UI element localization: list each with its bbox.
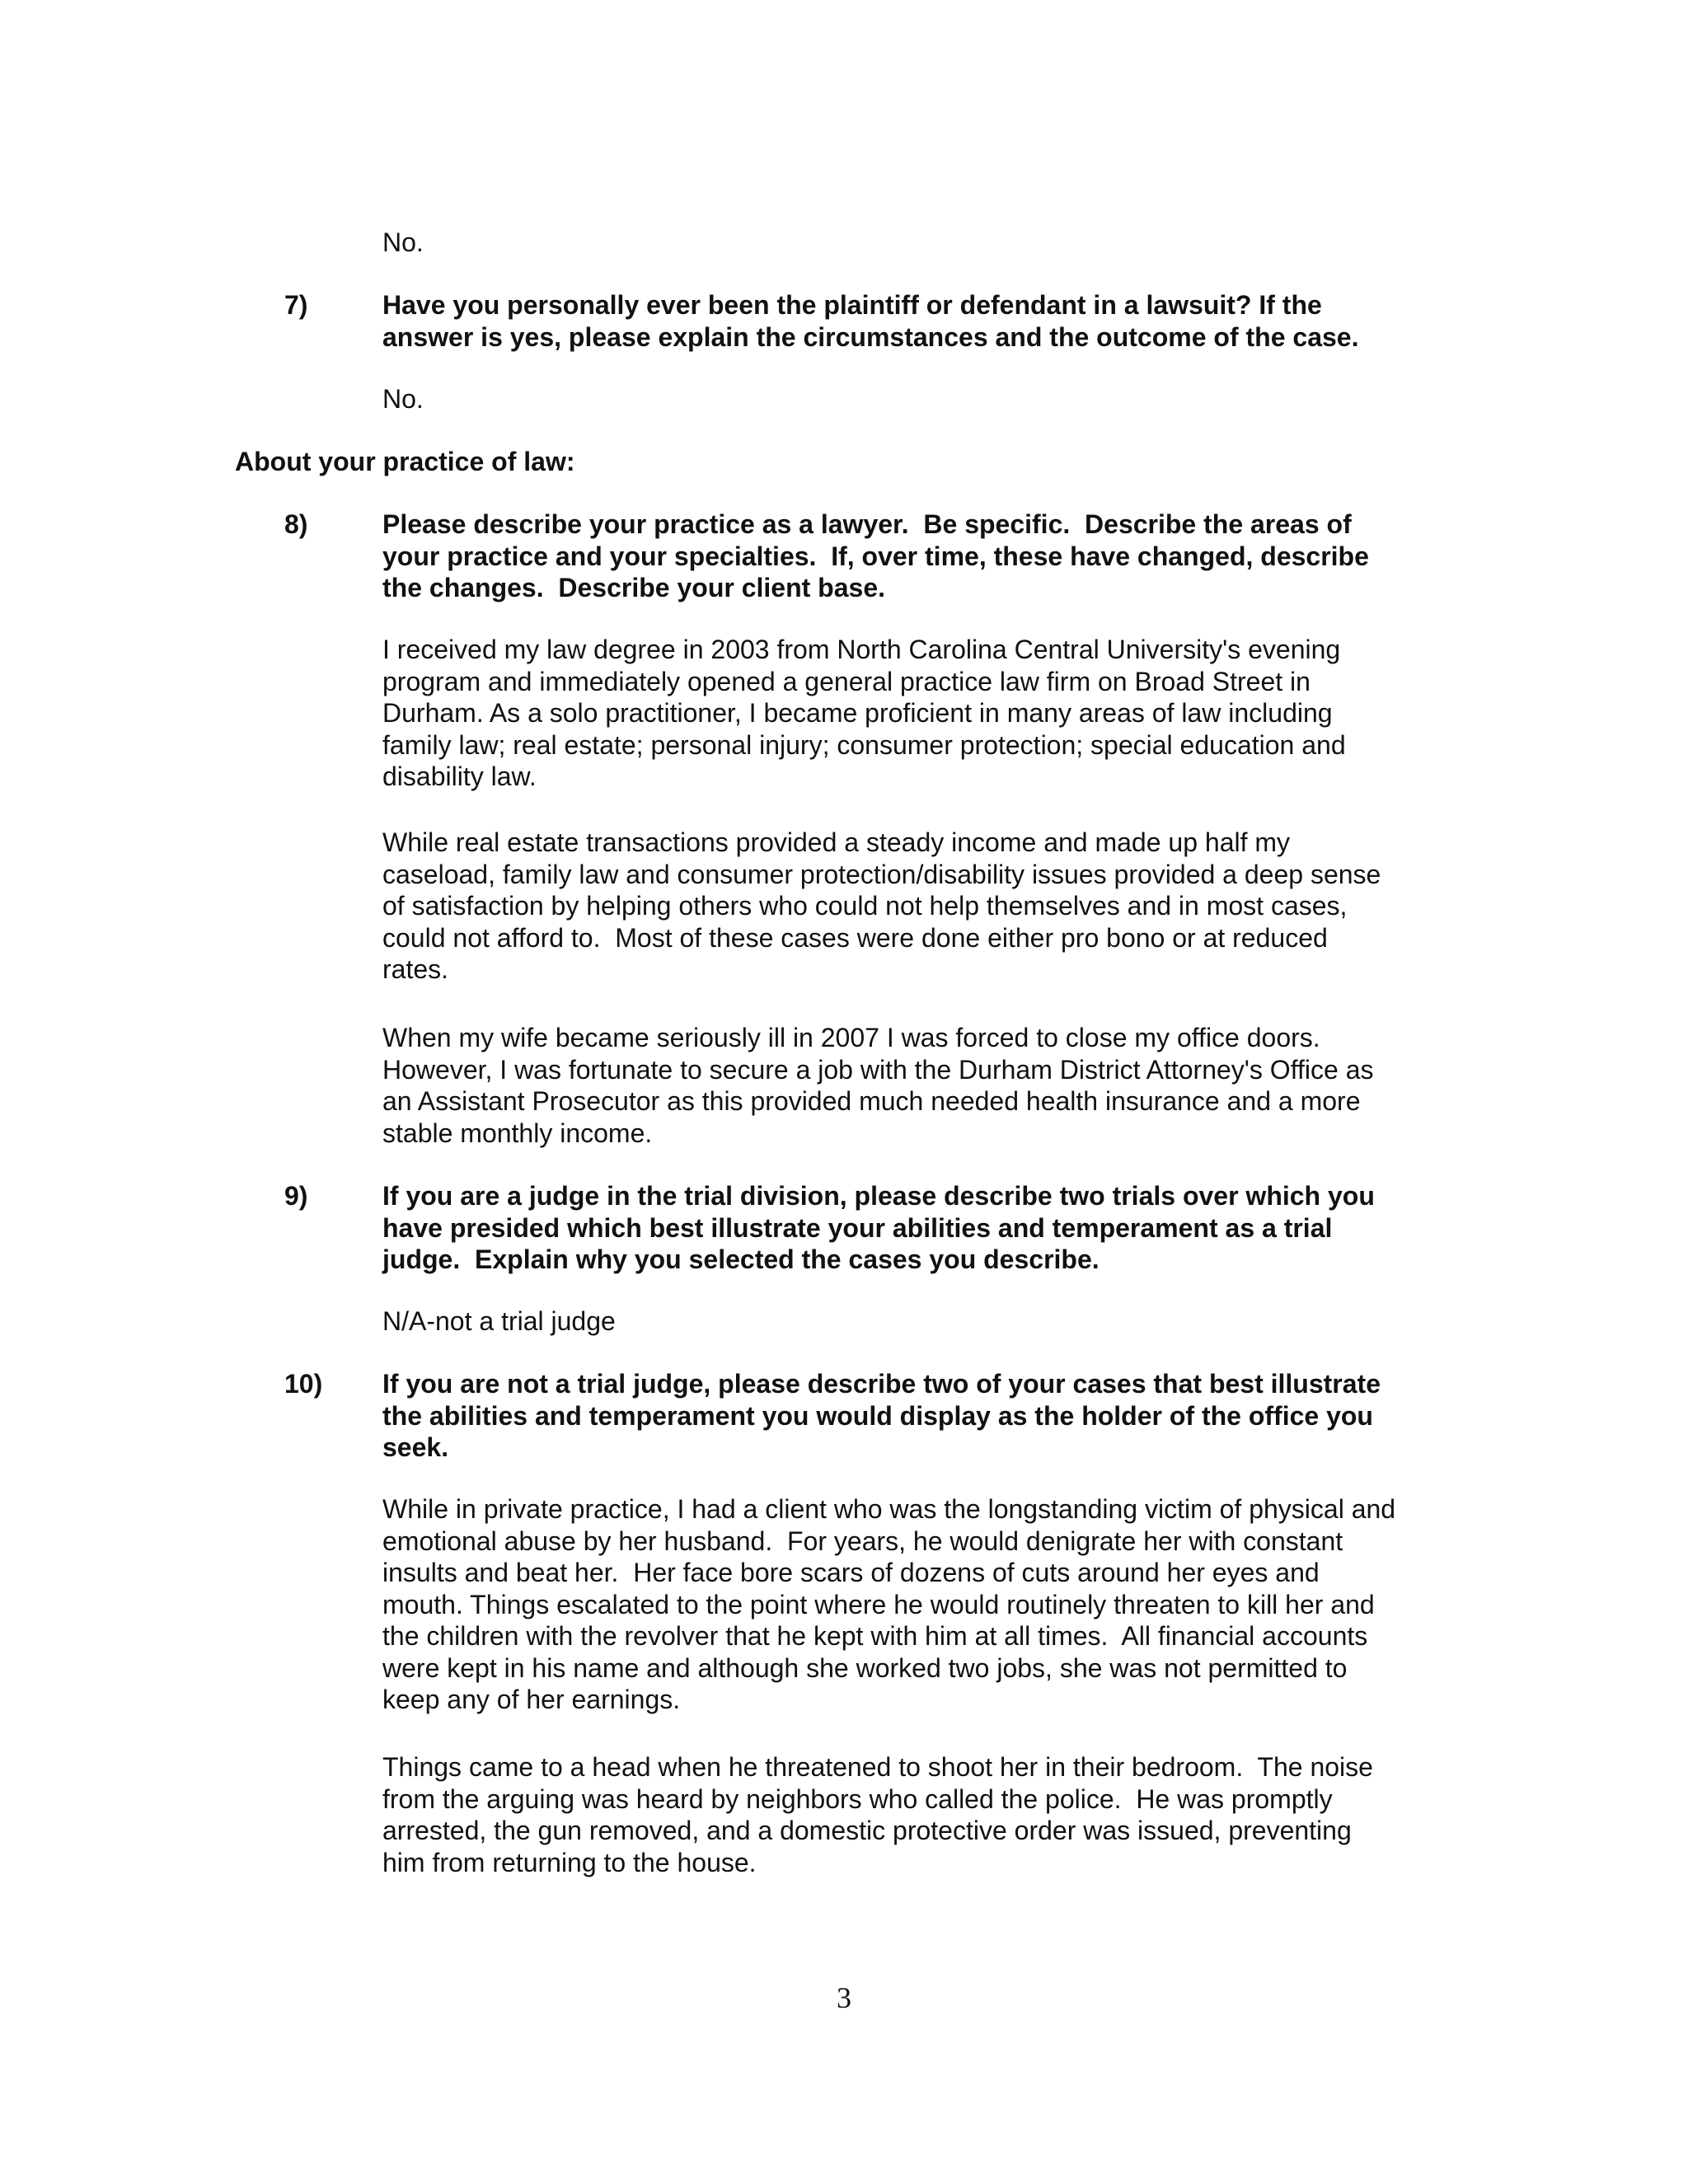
answer-line: of satisfaction by helping others who could not help themselves and in most cases, xyxy=(382,891,1348,921)
page-number: 3 xyxy=(837,1981,851,2014)
answer-line: Things came to a head when he threatened to shoot her in their bedroom. The noise xyxy=(382,1752,1373,1782)
answer-line: No. xyxy=(382,384,424,414)
answer-line: rates. xyxy=(382,954,449,984)
question-line: Have you personally ever been the plaintiff or defendant in a lawsuit? If the xyxy=(382,290,1322,320)
answer-10-paragraph-1 xyxy=(382,1493,1454,1716)
question-10-text xyxy=(382,1368,1454,1464)
question-line: have presided which best illustrate your abilities and temperament as a trial xyxy=(382,1212,1333,1243)
answer-line: an Assistant Prosecutor as this provided much needed health insurance and a more xyxy=(382,1086,1361,1116)
answer-line: mouth. Things escalated to the point where he would routinely threaten to kill her and xyxy=(382,1589,1375,1619)
answer-line: insults and beat her. Her face bore scars of dozens of cuts around her eyes and xyxy=(382,1558,1320,1587)
answer-line: him from returning to the house. xyxy=(382,1847,757,1877)
answer-line: However, I was fortunate to secure a job with the Durham District Attorney's Office as xyxy=(382,1054,1374,1085)
answer-line: keep any of her earnings. xyxy=(382,1685,681,1714)
question-line: Please describe your practice as a lawyer. Be specific. Describe the areas of xyxy=(382,509,1352,539)
answer-line: caseload, family law and consumer protection/disability issues provided a deep sense xyxy=(382,859,1381,889)
answer-line: could not afford to. Most of these cases were done either pro bono or at reduced xyxy=(382,922,1328,953)
previous-answer xyxy=(382,227,1454,259)
answer-line: Durham. As a solo practitioner, I became proficient in many areas of law including xyxy=(382,698,1333,728)
answer-line: disability law. xyxy=(382,762,537,791)
answer-8-paragraph-3 xyxy=(382,1022,1454,1149)
question-line: answer is yes, please explain the circumstances and the outcome of the case. xyxy=(382,321,1359,352)
answer-line: stable monthly income. xyxy=(382,1118,653,1148)
answer-9 xyxy=(382,1305,1454,1338)
section-heading: About your practice of law: xyxy=(235,447,575,476)
question-line: judge. Explain why you selected the cases you describe. xyxy=(382,1244,1100,1274)
answer-line: emotional abuse by her husband. For years, he would denigrate her with constant xyxy=(382,1526,1343,1556)
answer-line: family law; real estate; personal injury; consumer protection; special education and xyxy=(382,729,1346,760)
question-7-text xyxy=(382,289,1454,353)
question-line: your practice and your specialties. If, over time, these have changed, describe xyxy=(382,541,1369,571)
answer-line: were kept in his name and although she worked two jobs, she was not permitted to xyxy=(382,1652,1348,1683)
question-number-10: 10) xyxy=(284,1369,323,1399)
question-8-text xyxy=(382,509,1454,604)
answer-8-paragraph-2 xyxy=(382,827,1454,986)
question-9-text xyxy=(382,1180,1454,1276)
answer-line: I received my law degree in 2003 from North Carolina Central University's evening xyxy=(382,635,1341,664)
question-number-9: 9) xyxy=(284,1181,308,1211)
question-line: If you are a judge in the trial division, please describe two trials over which you xyxy=(382,1181,1375,1211)
question-number-7: 7) xyxy=(284,290,308,320)
question-line: seek. xyxy=(382,1432,449,1462)
answer-line: N/A-not a trial judge xyxy=(382,1306,616,1336)
question-line: the abilities and temperament you would display as the holder of the office you xyxy=(382,1400,1373,1431)
answer-line: When my wife became seriously ill in 2007 I was forced to close my office doors. xyxy=(382,1023,1320,1052)
answer-line: While in private practice, I had a client who was the longstanding victim of physical and xyxy=(382,1494,1396,1524)
answer-8-paragraph-1 xyxy=(382,634,1454,793)
question-line: the changes. Describe your client base. xyxy=(382,573,885,602)
question-line: If you are not a trial judge, please describe two of your cases that best illustrate xyxy=(382,1369,1381,1399)
answer-line: While real estate transactions provided a steady income and made up half my xyxy=(382,827,1291,857)
answer-line: No. xyxy=(382,227,424,257)
answer-7 xyxy=(382,383,1454,415)
answer-line: from the arguing was heard by neighbors who called the police. He was promptly xyxy=(382,1783,1333,1814)
answer-10-paragraph-2 xyxy=(382,1751,1454,1878)
answer-line: program and immediately opened a general practice law firm on Broad Street in xyxy=(382,666,1311,696)
question-number-8: 8) xyxy=(284,509,308,539)
answer-line: arrested, the gun removed, and a domestic protective order was issued, preventing xyxy=(382,1816,1352,1845)
answer-line: the children with the revolver that he kept with him at all times. All financial accounts xyxy=(382,1621,1368,1651)
